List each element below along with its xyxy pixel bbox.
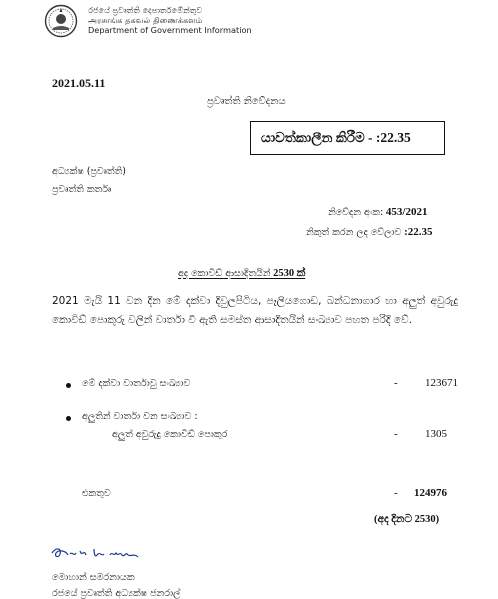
release-type: ප්‍රවෘත්ති නිවේදනය	[207, 96, 286, 107]
row-label-new-reported: අලුතින් වාර්තා වන සංඛ්‍යාව :	[82, 411, 198, 422]
release-time-value: :22.35	[404, 226, 433, 238]
signature-image	[50, 545, 158, 565]
body-paragraph: 2021 මැයි 11 වන දින මේ දක්වා දිවුලපිටිය, පෑලියගොඩ, බන්ධනාගාර හා අලුත් අවුරුදු කොවිඩ් පොකුරු වලින් වාර්තා වී ඇති සමස්ත ආසාදිතයින් සංඛ්‍යාව පහත පරිදි වේ.	[52, 295, 458, 326]
government-emblem-icon	[44, 4, 78, 38]
headline	[178, 268, 305, 280]
recipient-line1: අධ්‍යක්ෂ (ප්‍රවෘත්ති)	[52, 166, 127, 177]
row-value-new-year-cluster: 1305	[425, 428, 447, 440]
release-time	[306, 226, 433, 238]
row-label-new-year-cluster: අලුත් අවුරුදු කොවිඩ් පොකුර	[112, 429, 228, 440]
row-dash: -	[394, 377, 398, 389]
total-dash: -	[394, 487, 398, 499]
signatory-name: මොහාන් සමරනායක	[52, 572, 135, 583]
bullet-icon	[66, 416, 71, 421]
update-time-text: යාවත්කාලීන කිරීම - :22.35	[261, 130, 411, 145]
release-number	[328, 206, 427, 218]
org-name-english: Department of Government Information	[88, 25, 252, 35]
release-time-label: නිකුත් කරන ලද වේලාව	[306, 227, 402, 238]
total-label: එකතුව	[82, 488, 111, 499]
org-name-sinhala: රජයේ ප්‍රවෘත්ති දෙපාර්තමේන්තුව	[88, 5, 203, 15]
row-value-total-reported: 123671	[425, 377, 458, 389]
headline-count: 2530 ක්	[273, 268, 306, 279]
release-number-label: නිවේදන අංක:	[328, 207, 384, 218]
signatory-title: රජයේ ප්‍රවෘත්ති අධ්‍යක්ෂ ජනරාල්	[52, 588, 181, 599]
release-number-value: 453/2021	[385, 206, 428, 218]
bullet-icon	[66, 383, 71, 388]
headline-text: අද කොවිඩ් ආසාදිතයින්	[178, 268, 271, 279]
release-date: 2021.05.11	[52, 76, 106, 90]
row-label-total-reported: මේ දක්වා වාර්තාවු සංඛ්‍යාව	[82, 378, 191, 389]
total-value: 124976	[414, 487, 447, 499]
row-dash: -	[394, 428, 398, 440]
org-name-tamil: அரசாங்க தகவல் திணைக்களம்	[88, 15, 203, 25]
today-note: (අද දිනට 2530)	[374, 514, 440, 525]
update-time-box	[250, 121, 445, 155]
recipient-line2: ප්‍රවෘත්ති කර්තෘ	[52, 184, 112, 195]
